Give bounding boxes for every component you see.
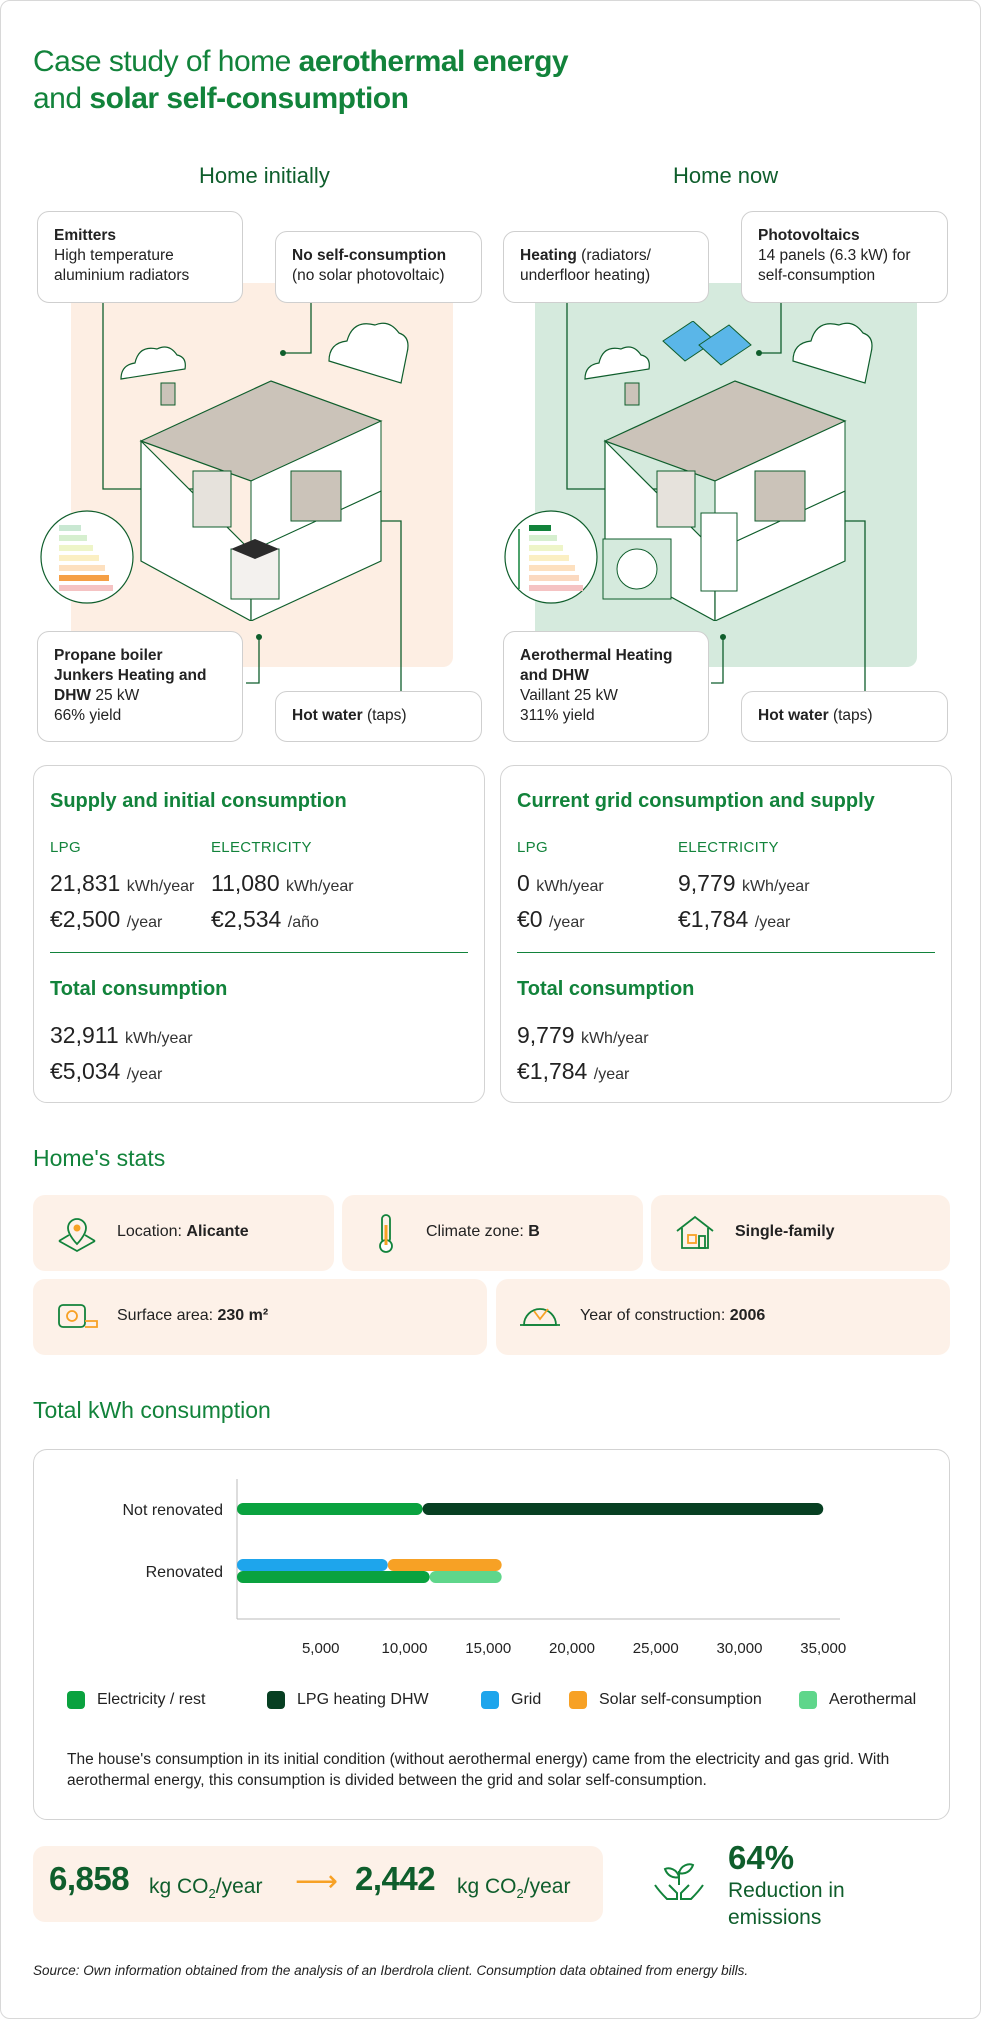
- total-title: Total consumption: [50, 978, 228, 1000]
- photovoltaics-callout: Photovoltaics 14 panels (6.3 kW) for self-consumption: [741, 211, 948, 303]
- year-text: Year of construction: 2006: [580, 1307, 766, 1324]
- energy-rating-initial-icon: [39, 509, 135, 605]
- divider: [517, 952, 935, 953]
- total-eur: €5,034 /year: [50, 1058, 163, 1084]
- bar-solar-self-consumption: [388, 1559, 502, 1571]
- x-tick-label: 20,000: [549, 1640, 595, 1657]
- lpg-kwh: 21,831 kWh/year: [50, 870, 195, 896]
- stat-home-type: [651, 1195, 950, 1271]
- lpg-kwh: 0 kWh/year: [517, 870, 604, 896]
- x-tick-label: 10,000: [381, 1640, 428, 1657]
- legend-swatch: [799, 1691, 817, 1709]
- legend-lpg: LPG heating DHW: [267, 1691, 429, 1709]
- consumption-bar-chart: [33, 1449, 950, 1689]
- energy-rating-now-icon: [503, 509, 599, 605]
- hard-hat-icon: [518, 1295, 562, 1339]
- propane-boiler-callout: Propane boiler Junkers Heating and DHW 25 kW 66% yield: [37, 631, 243, 742]
- legend-aerothermal: Aerothermal: [799, 1691, 916, 1709]
- bar-aerothermal: [430, 1571, 502, 1583]
- elec-kwh: 11,080 kWh/year: [211, 870, 354, 896]
- solar-panel-icon: [663, 321, 751, 365]
- initial-house-illustration: [111, 321, 431, 621]
- elec-eur: €2,534 /año: [211, 906, 319, 932]
- total-eur: €1,784 /year: [517, 1058, 630, 1084]
- cloud-icon: [121, 323, 408, 383]
- legend-swatch: [267, 1691, 285, 1709]
- climate-text: Climate zone: B: [426, 1223, 540, 1240]
- now-house-illustration: [575, 321, 895, 621]
- map-pin-icon: [55, 1211, 99, 1255]
- reduction-percent: 64%: [728, 1839, 795, 1876]
- co2-after-value: 2,442: [355, 1860, 436, 1897]
- co2-before-value: 6,858: [49, 1860, 130, 1897]
- lpg-eur: €2,500 /year: [50, 906, 163, 932]
- elec-kwh: 9,779 kWh/year: [678, 870, 810, 896]
- emitters-callout: Emitters High temperature aluminium radiators: [37, 211, 243, 303]
- emissions-box: [33, 1846, 603, 1922]
- card-title: Current grid consumption and supply: [517, 790, 875, 812]
- total-kwh: 32,911 kWh/year: [50, 1022, 193, 1048]
- chart-section-title: Total kWh consumption: [33, 1397, 271, 1423]
- initial-consumption-card: [33, 765, 485, 1103]
- legend-electricity: Electricity / rest: [67, 1691, 205, 1709]
- category-label: Renovated: [145, 1564, 223, 1581]
- total-title: Total consumption: [517, 978, 695, 1000]
- x-tick-label: 35,000: [800, 1640, 847, 1657]
- legend-swatch: [481, 1691, 499, 1709]
- divider: [50, 952, 468, 953]
- no-self-consumption-callout: No self-consumption (no solar photovoltaic): [275, 231, 482, 303]
- home-initially-heading: Home initially: [199, 163, 330, 188]
- source-note: Source: Own information obtained from the analysis of an Iberdrola client. Consumption data obtained from energy bills.: [33, 1963, 749, 1978]
- category-label: Not renovated: [122, 1502, 223, 1519]
- co2-before-unit: kg $CO_2$/year: [149, 1875, 263, 1902]
- thermometer-icon: [364, 1211, 408, 1255]
- legend-solar: Solar self-consumption: [569, 1691, 762, 1709]
- elec-eur: €1,784 /year: [678, 906, 791, 932]
- x-tick-label: 15,000: [465, 1640, 512, 1657]
- location-text: Location: Alicante: [117, 1223, 249, 1240]
- bar-electricity-rest: [237, 1571, 430, 1583]
- home-now-heading: Home now: [673, 163, 779, 188]
- bar-grid: [237, 1559, 388, 1571]
- stat-location: [33, 1195, 334, 1271]
- x-tick-label: 5,000: [301, 1640, 340, 1657]
- chart-note: The house's consumption in its initial condition (without aerothermal energy) came from the electricity and gas grid. With aerothermal energy, this consumption is divided between the grid and solar self-consumption.: [67, 1751, 890, 1789]
- hands-plant-icon: [651, 1855, 707, 1911]
- bar-electricity-rest: [237, 1503, 423, 1515]
- stat-surface: [33, 1279, 487, 1355]
- lpg-label: LPG: [50, 839, 81, 856]
- x-tick-label: 25,000: [632, 1640, 679, 1657]
- arrow-icon: ⟶: [295, 1865, 339, 1898]
- heating-callout: Heating (radiators/ underfloor heating): [503, 231, 709, 303]
- legend-swatch: [67, 1691, 85, 1709]
- hot-water-now-callout: Hot water (taps): [741, 691, 948, 742]
- electricity-label: ELECTRICITY: [211, 839, 312, 856]
- stat-climate: [342, 1195, 643, 1271]
- surface-text: Surface area: 230 m²: [117, 1307, 269, 1324]
- stat-year: [496, 1279, 950, 1355]
- reduction-label: Reduction in emissions: [728, 1879, 845, 1929]
- current-consumption-card: [500, 765, 952, 1103]
- hot-water-initial-callout: Hot water (taps): [275, 691, 482, 742]
- page-title: Case study of home aerothermal energy and solar self-consumption: [33, 45, 569, 115]
- total-kwh: 9,779 kWh/year: [517, 1022, 649, 1048]
- aerothermal-callout: Aerothermal Heating and DHW Vaillant 25 kW 311% yield: [503, 631, 709, 742]
- x-tick-label: 30,000: [716, 1640, 763, 1657]
- card-title: Supply and initial consumption: [50, 790, 347, 812]
- stats-title: Home's stats: [33, 1145, 166, 1171]
- electricity-label: ELECTRICITY: [678, 839, 779, 856]
- house-icon: [673, 1211, 717, 1255]
- lpg-label: LPG: [517, 839, 548, 856]
- home-type-text: Single-family: [735, 1223, 835, 1240]
- tape-measure-icon: [55, 1295, 99, 1339]
- legend-grid: Grid: [481, 1691, 541, 1709]
- lpg-eur: €0 /year: [517, 906, 585, 932]
- legend-swatch: [569, 1691, 587, 1709]
- bar-lpg-heating-dhw: [423, 1503, 824, 1515]
- co2-after-unit: kg $CO_2$/year: [457, 1875, 571, 1902]
